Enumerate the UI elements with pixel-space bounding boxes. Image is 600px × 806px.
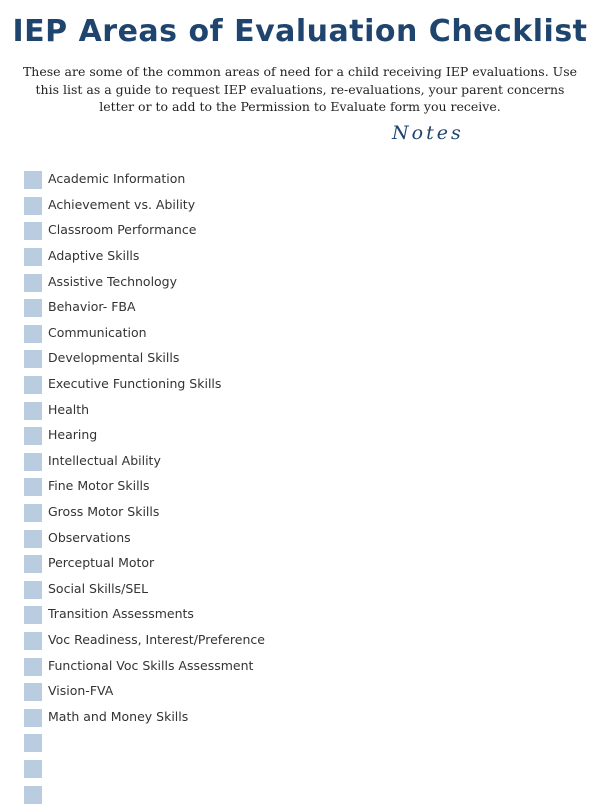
checkbox[interactable] [24,274,42,292]
checklist-item [24,780,265,806]
checklist-item-label: Voc Readiness, Interest/Preference [48,631,265,647]
checklist-item [24,652,265,678]
checkbox[interactable] [24,171,42,189]
notes-heading: Notes [392,122,464,144]
checkbox[interactable] [24,350,42,368]
checklist-item-label: Classroom Performance [48,222,197,238]
checklist-item-label: Academic Information [48,171,186,187]
checklist-item [24,601,265,627]
checkbox[interactable] [24,581,42,599]
checklist-item-label: Hearing [48,427,98,443]
checkbox[interactable] [24,606,42,624]
checkbox[interactable] [24,555,42,573]
checklist-item-label: Developmental Skills [48,350,180,366]
checklist-item-label: Communication [48,324,147,340]
checklist-item [24,268,265,294]
checkbox[interactable] [24,530,42,548]
checkbox[interactable] [24,248,42,266]
checklist-item-label: Observations [48,529,131,545]
checklist-item [24,755,265,781]
checklist-item-label: Adaptive Skills [48,248,140,264]
checklist-item-label: Health [48,401,90,417]
page-title: IEP Areas of Evaluation Checklist [12,14,588,49]
checklist-item [24,703,265,729]
intro-paragraph: These are some of the common areas of need for a child receiving IEP evaluations. Use this list as a guide to request IEP evaluations, re-evaluations, your parent concerns letter or to add to the Permission to Evaluate form you receive. [22,64,578,114]
checklist-item [24,422,265,448]
checkbox[interactable] [24,427,42,445]
checklist-item-label: Achievement vs. Ability [48,196,196,212]
checkbox[interactable] [24,632,42,650]
checklist-item [24,627,265,653]
checklist-item [24,448,265,474]
checklist-item-label: Perceptual Motor [48,555,155,571]
checklist-item [24,678,265,704]
checklist-item [24,345,265,371]
evaluation-checklist [24,166,265,806]
checklist-item [24,499,265,525]
checkbox[interactable] [24,504,42,522]
checkbox[interactable] [24,453,42,471]
checklist-item [24,192,265,218]
checklist-item-label: Functional Voc Skills Assessment [48,657,254,673]
checklist-item [24,550,265,576]
checklist-item-label: Vision-FVA [48,683,114,699]
checklist-item [24,473,265,499]
checkbox[interactable] [24,734,42,752]
checklist-item-label: Transition Assessments [48,606,194,622]
checkbox[interactable] [24,402,42,420]
checkbox[interactable] [24,760,42,778]
checklist-item [24,320,265,346]
checkbox[interactable] [24,299,42,317]
checklist-item-label: Gross Motor Skills [48,504,160,520]
checklist-item [24,217,265,243]
checklist-item [24,243,265,269]
checklist-item-label: Intellectual Ability [48,452,161,468]
checklist-item-label: Assistive Technology [48,273,178,289]
checkbox[interactable] [24,683,42,701]
checklist-item [24,524,265,550]
checkbox[interactable] [24,376,42,394]
checkbox[interactable] [24,325,42,343]
checkbox[interactable] [24,709,42,727]
checklist-item [24,166,265,192]
checklist-item-label: Fine Motor Skills [48,478,150,494]
checkbox[interactable] [24,197,42,215]
checkbox[interactable] [24,222,42,240]
checklist-item [24,396,265,422]
checkbox[interactable] [24,786,42,804]
checklist-item-label: Social Skills/SEL [48,580,149,596]
checklist-item [24,576,265,602]
checklist-item [24,294,265,320]
checklist-item [24,729,265,755]
checklist-item-label: Executive Functioning Skills [48,376,222,392]
checkbox[interactable] [24,658,42,676]
checkbox[interactable] [24,478,42,496]
checklist-item-label: Math and Money Skills [48,708,189,724]
checklist-item [24,371,265,397]
checklist-item-label: Behavior- FBA [48,299,136,315]
